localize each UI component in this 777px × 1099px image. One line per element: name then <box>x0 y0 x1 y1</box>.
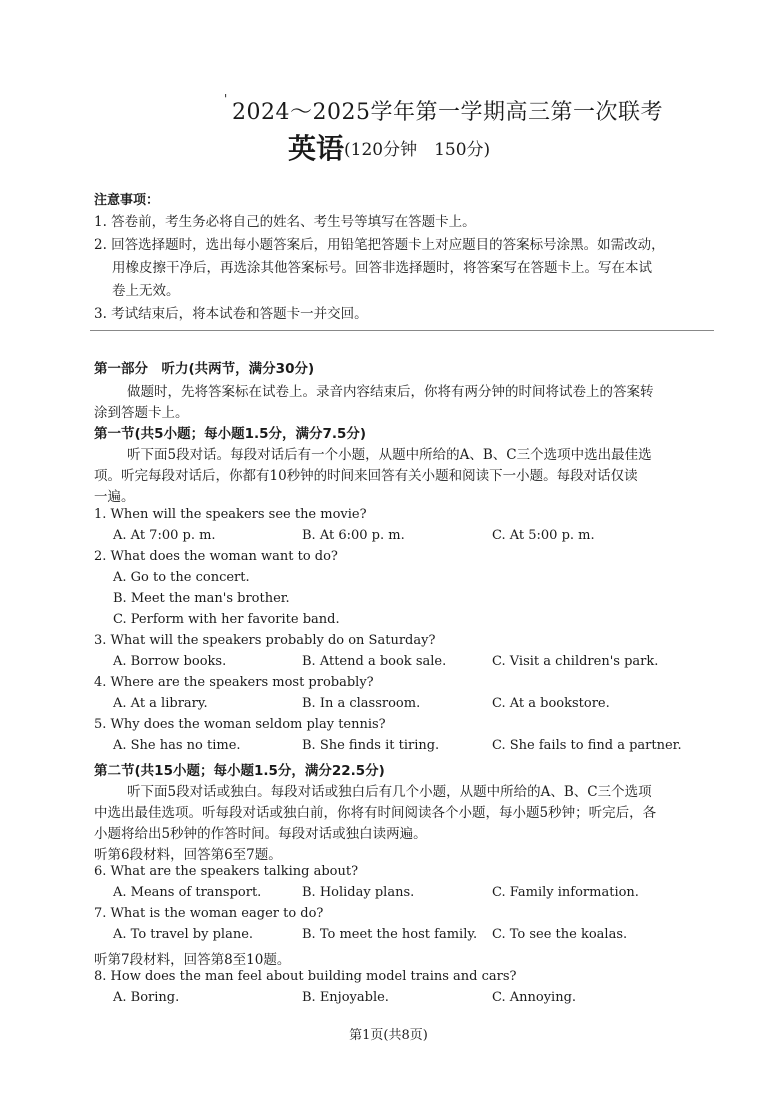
question-2-option-c: C. Perform with her favorite band. <box>113 612 340 627</box>
question-8-stem: 8. How does the man feel about building model trains and cars? <box>94 969 517 984</box>
page-number: 第1页(共8页) <box>349 1028 428 1043</box>
question-7-stem: 7. What is the woman eager to do? <box>94 906 324 921</box>
question-3-stem: 3. What will the speakers probably do on Saturday? <box>94 633 436 648</box>
question-3-option-a: A. Borrow books. <box>113 654 227 669</box>
question-1-option-a: A. At 7:00 p. m. <box>113 528 216 543</box>
part1-intro-1: 做题时，先将答案标在试卷上。录音内容结束后，你将有两分钟的时间将试卷上的答案转 <box>127 384 654 400</box>
material-7-note: 听第7段材料，回答第8至10题。 <box>94 952 291 968</box>
divider-line <box>90 330 714 331</box>
question-3-option-c: C. Visit a children's park. <box>492 654 659 669</box>
exam-title: 2024～2025学年第一学期高三第一次联考 <box>232 100 663 125</box>
material-6-note: 听第6段材料，回答第6至7题。 <box>94 847 282 863</box>
section2-intro-2: 中选出最佳选项。听每段对话或独白前，你将有时间阅读各个小题，每小题5秒钟；听完后，各 <box>94 805 657 821</box>
subject-name: 英语 <box>288 132 345 165</box>
note-item-2-cont: 用橡皮擦干净后，再选涂其他答案标号。回答非选择题时，将答案写在答题卡上。写在本试 <box>112 260 652 276</box>
question-6-option-c: C. Family information. <box>492 885 639 900</box>
question-4-option-c: C. At a bookstore. <box>492 696 610 711</box>
question-1-option-b: B. At 6:00 p. m. <box>302 528 405 543</box>
notes-heading: 注意事项： <box>94 193 160 208</box>
question-1-option-c: C. At 5:00 p. m. <box>492 528 595 543</box>
note-item-2: 2. 回答选择题时，选出每小题答案后，用铅笔把答题卡上对应题目的答案标号涂黑。如需改动， <box>94 237 665 253</box>
question-6-option-b: B. Holiday plans. <box>302 885 415 900</box>
question-4-stem: 4. Where are the speakers most probably? <box>94 675 374 690</box>
section1-intro-1: 听下面5段对话。每段对话后有一个小题，从题中所给的A、B、C三个选项中选出最佳选 <box>127 447 652 463</box>
part1-intro-2: 涂到答题卡上。 <box>94 405 189 421</box>
section1-intro-2: 项。听完每段对话后，你都有10秒钟的时间来回答有关小题和阅读下一小题。每段对话仅读 <box>94 468 638 484</box>
exam-duration: (120分钟 150分) <box>344 140 491 160</box>
corner-mark: ' <box>224 92 228 106</box>
section2-heading: 第二节(共15小题；每小题1.5分，满分22.5分) <box>94 763 385 779</box>
question-2-option-b: B. Meet the man's brother. <box>113 591 290 606</box>
question-8-option-a: A. Boring. <box>113 990 180 1005</box>
section1-heading: 第一节(共5小题；每小题1.5分，满分7.5分) <box>94 426 367 442</box>
note-item-1: 1. 答卷前，考生务必将自己的姓名、考生号等填写在答题卡上。 <box>94 214 476 230</box>
question-7-option-b: B. To meet the host family. <box>302 927 478 942</box>
subject-line <box>288 127 490 167</box>
question-5-option-b: B. She finds it tiring. <box>302 738 440 753</box>
question-3-option-b: B. Attend a book sale. <box>302 654 447 669</box>
question-7-option-c: C. To see the koalas. <box>492 927 628 942</box>
question-2-stem: 2. What does the woman want to do? <box>94 549 338 564</box>
question-6-option-a: A. Means of transport. <box>113 885 262 900</box>
part1-heading: 第一部分 听力(共两节，满分30分) <box>94 361 315 377</box>
question-6-stem: 6. What are the speakers talking about? <box>94 864 359 879</box>
question-5-option-c: C. She fails to find a partner. <box>492 738 682 753</box>
question-8-option-c: C. Annoying. <box>492 990 577 1005</box>
question-1-stem: 1. When will the speakers see the movie? <box>94 507 367 522</box>
question-4-option-b: B. In a classroom. <box>302 696 421 711</box>
section2-intro-1: 听下面5段对话或独白。每段对话或独白后有几个小题，从题中所给的A、B、C三个选项 <box>127 784 652 800</box>
note-item-2-end: 卷上无效。 <box>112 283 180 299</box>
question-7-option-a: A. To travel by plane. <box>113 927 254 942</box>
question-5-stem: 5. Why does the woman seldom play tennis? <box>94 717 386 732</box>
question-8-option-b: B. Enjoyable. <box>302 990 389 1005</box>
question-2-option-a: A. Go to the concert. <box>113 570 250 585</box>
question-4-option-a: A. At a library. <box>113 696 208 711</box>
section2-intro-3: 小题将给出5秒钟的作答时间。每段对话或独白读两遍。 <box>94 826 427 842</box>
note-item-3: 3. 考试结束后，将本试卷和答题卡一并交回。 <box>94 306 368 322</box>
section1-intro-3: 一遍。 <box>94 489 135 505</box>
question-5-option-a: A. She has no time. <box>113 738 241 753</box>
